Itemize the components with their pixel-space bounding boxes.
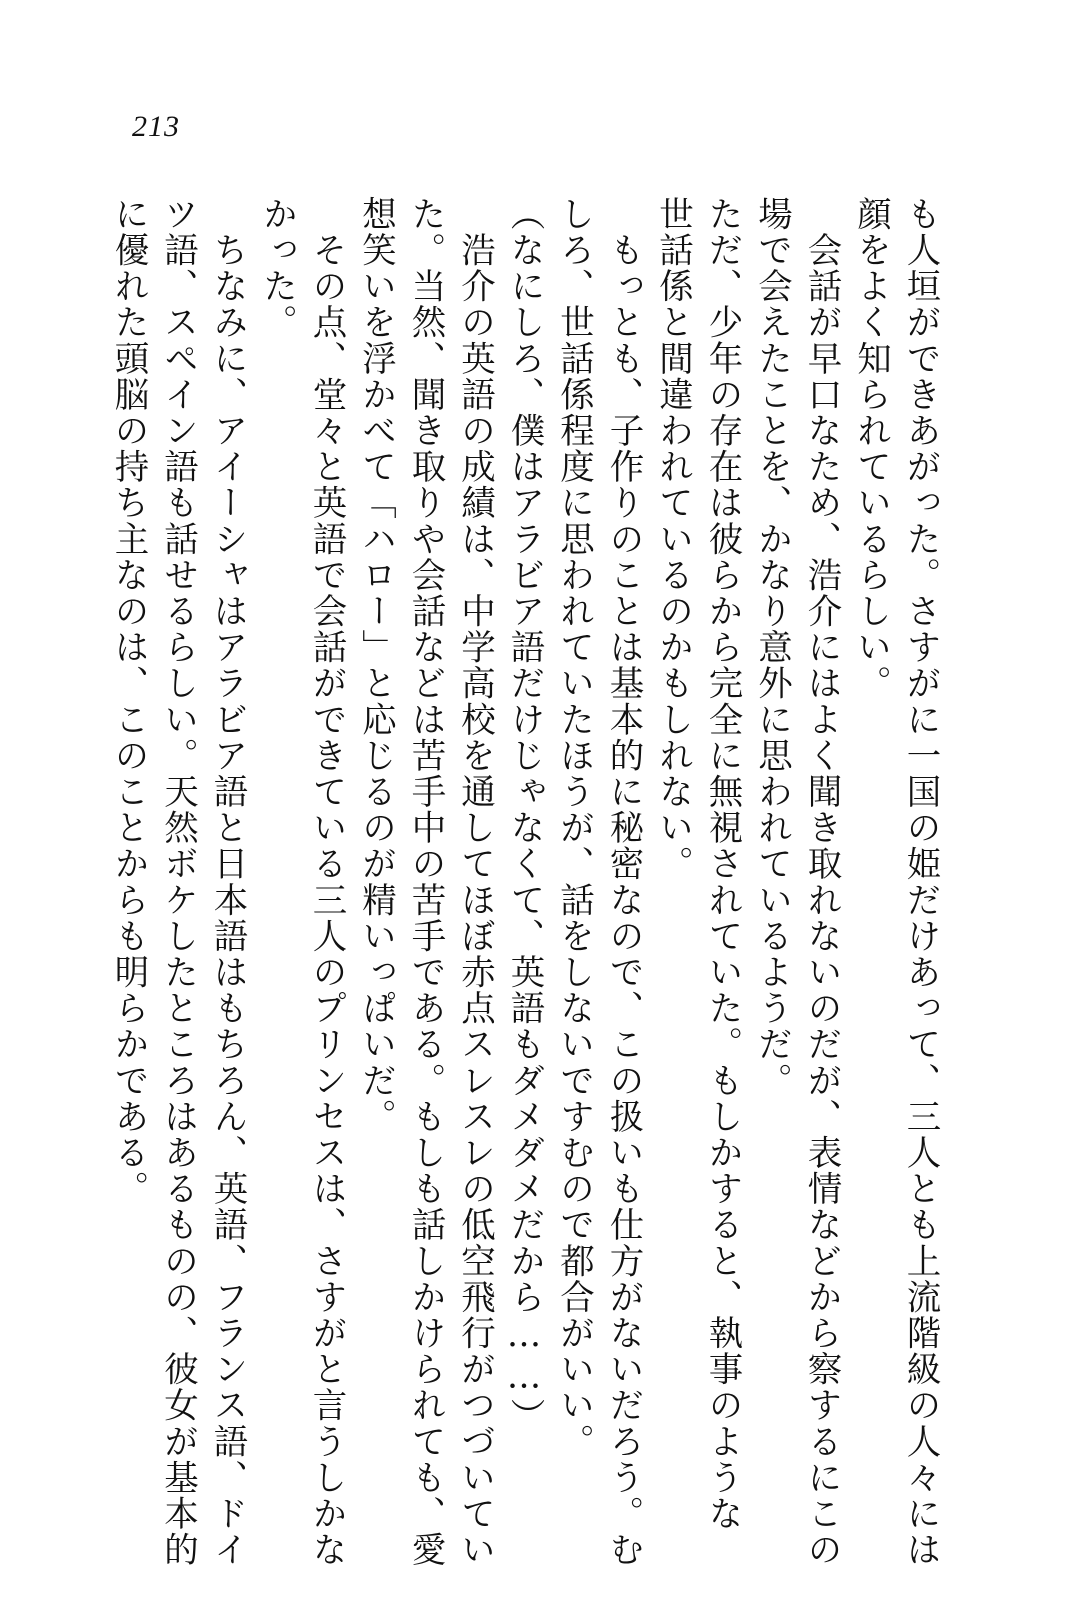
text-line: 場で会えたことを、かなり意外に思われているようだ。 bbox=[751, 196, 792, 1099]
text-line: ただ、少年の存在は彼らから完全に無視されていた。もしかすると、執事のような bbox=[702, 196, 742, 1532]
text-line: ツ語、スペイン語も話せるらしい。天然ボケしたところはあるものの、彼女が基本的 bbox=[157, 196, 198, 1568]
page-number: 213 bbox=[132, 110, 180, 143]
text-line: かった。 bbox=[256, 196, 297, 341]
text-line: もっとも、子作りのことは基本的に秘密なので、この扱いも仕方がないだろう。む bbox=[603, 196, 643, 1568]
text-line: た。当然、聞き取りや会話などは苦手中の苦手である。もしも話しかけられても、愛 bbox=[405, 196, 445, 1568]
text-line: しろ、世話係程度に思われていたほうが、話をしないですむので都合がいい。 bbox=[553, 196, 594, 1460]
text-line: 会話が早口なため、浩介にはよく聞き取れないのだが、表情などから察するにこの bbox=[801, 196, 841, 1568]
text-line: に優れた頭脳の持ち主なのは、このことからも明らかである。 bbox=[108, 196, 148, 1207]
text-line: 顔をよく知られているらしい。 bbox=[850, 196, 891, 702]
text-line: 想笑いを浮かべて「ハロー」と応じるのが精いっぱいだ。 bbox=[355, 196, 396, 1135]
text-line: ちなみに、アイーシャはアラビア語と日本語はもちろん、英語、フランス語、ドイ bbox=[207, 196, 247, 1568]
body-text bbox=[103, 196, 945, 1568]
text-line: その点、堂々と英語で会話ができている三人のプリンセスは、さすがと言うしかな bbox=[306, 196, 346, 1568]
text-line: 浩介の英語の成績は、中学高校を通してほぼ赤点スレスレの低空飛行がつづいてい bbox=[454, 196, 495, 1568]
text-line: も人垣ができあがった。さすがに一国の姫だけあって、三人とも上流階級の人々には bbox=[900, 196, 940, 1568]
text-line: （なにしろ、僕はアラビア語だけじゃなくて、英語もダメダメだから……） bbox=[504, 196, 544, 1435]
text-line: 世話係と間違われているのかもしれない。 bbox=[652, 196, 693, 882]
